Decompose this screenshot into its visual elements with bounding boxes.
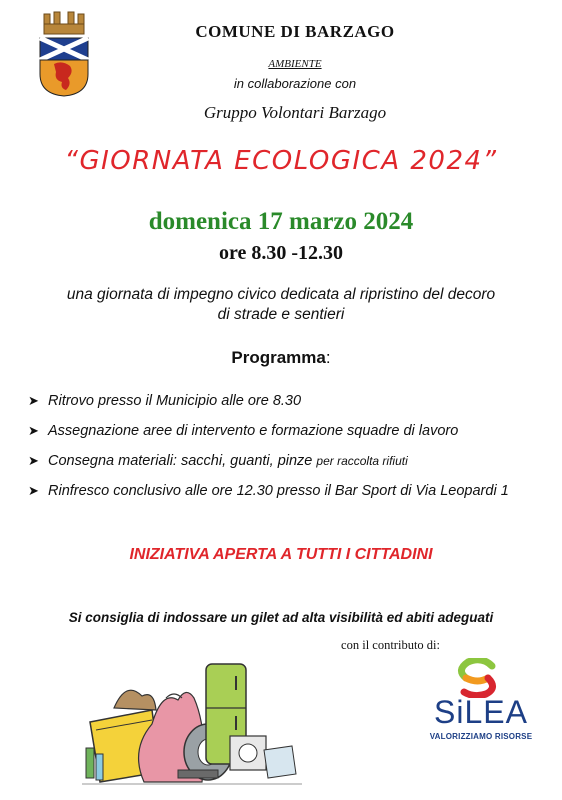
program-list <box>28 386 536 506</box>
department-label: AMBIENTE <box>268 58 322 70</box>
list-item-text: Consegna materiali: sacchi, guanti, pinze <box>48 453 317 469</box>
program-title-colon: : <box>325 348 331 367</box>
event-time: ore 8.30 -12.30 <box>218 242 344 264</box>
clothing-advice: Si consiglia di indossare un gilet ad alta visibilità ed abiti adeguati <box>68 610 494 625</box>
sponsor-name: SiLEA <box>434 694 528 730</box>
arrow-bullet-icon: ➤ <box>28 453 39 468</box>
list-item-text: Ritrovo presso il Municipio alle ore 8.30 <box>48 393 302 409</box>
list-item-text: Rinfresco conclusivo alle ore 12.30 presso il Bar Sport di Via Leopardi 1 <box>48 483 509 499</box>
municipal-crest-icon <box>36 10 92 98</box>
list-item <box>28 476 536 506</box>
list-item <box>28 386 536 416</box>
list-item-note: per raccolta rifiuti <box>316 454 408 468</box>
arrow-bullet-icon: ➤ <box>28 393 39 408</box>
municipality-name: COMUNE DI BARZAGO <box>195 22 395 41</box>
list-item <box>28 416 536 446</box>
list-item-text: Assegnazione aree di intervento e formazione squadre di lavoro <box>48 423 459 439</box>
program-heading <box>10 348 552 368</box>
event-date: domenica 17 marzo 2024 <box>148 208 414 235</box>
arrow-bullet-icon: ➤ <box>28 423 39 438</box>
silea-logo-icon <box>452 658 502 698</box>
collaboration-label: in collaborazione con <box>233 76 357 91</box>
volunteer-group-name: Gruppo Volontari Barzago <box>203 103 387 122</box>
waste-pile-illustration <box>82 650 302 790</box>
program-title: Programma <box>231 348 326 367</box>
list-item <box>28 446 536 476</box>
event-title: “GIORNATA ECOLOGICA 2024” <box>64 146 498 176</box>
open-initiative-notice: INIZIATIVA APERTA A TUTTI I CITTADINI <box>129 546 433 563</box>
arrow-bullet-icon: ➤ <box>28 483 39 498</box>
sponsor-tagline: VALORIZZIAMO RISORSE <box>429 732 533 741</box>
contribution-label: con il contributo di: <box>341 638 440 652</box>
event-description: una giornata di impegno civico dedicata al ripristino del decoro di strade e sentieri <box>66 286 496 323</box>
